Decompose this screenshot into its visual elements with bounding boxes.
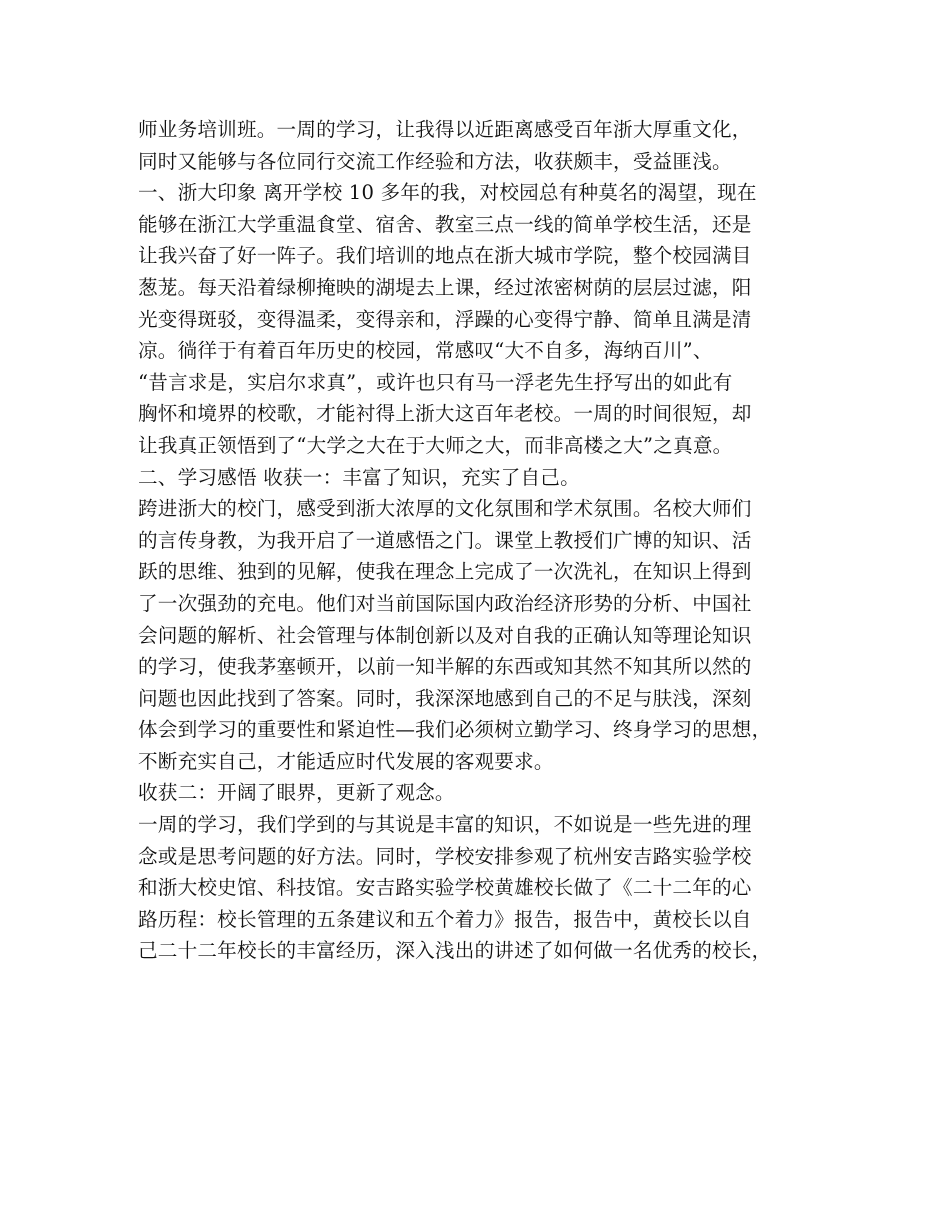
text-line: 了一次强劲的充电。他们对当前国际国内政治经济形势的分析、中国社 bbox=[138, 591, 752, 615]
text-line: 凉。徜徉于有着百年历史的校园，常感叹“大不自多，海纳百川”、 bbox=[138, 339, 713, 363]
text-line: 能够在浙江大学重温食堂、宿舍、教室三点一线的简单学校生活，还是 bbox=[138, 212, 752, 236]
text-line: 同时又能够与各位同行交流工作经验和方法，收获颇丰，受益匪浅。 bbox=[138, 149, 732, 173]
text-line: “昔言求是，实启尔求真”，或许也只有马一浮老先生抒写出的如此有 bbox=[138, 370, 733, 394]
section-heading-line: 一、浙大印象 离开学校 10 多年的我，对校园总有种莫名的渴望，现在 bbox=[138, 181, 757, 205]
document-body bbox=[138, 114, 838, 967]
text-line: 的言传身教，为我开启了一道感悟之门。课堂上教授们广博的知识、活 bbox=[138, 528, 752, 552]
text-line: 会问题的解析、社会管理与体制创新以及对自我的正确认知等理论知识 bbox=[138, 623, 752, 647]
text-line: 念或是思考问题的好方法。同时，学校安排参观了杭州安吉路实验学校 bbox=[138, 844, 752, 868]
text-line: 的学习，使我茅塞顿开，以前一知半解的东西或知其然不知其所以然的 bbox=[138, 655, 752, 679]
text-line: 光变得斑驳，变得温柔，变得亲和，浮躁的心变得宁静、简单且满是清 bbox=[138, 307, 752, 331]
text-line: 胸怀和境界的校歌，才能衬得上浙大这百年老校。一周的时间很短，却 bbox=[138, 402, 752, 426]
section-heading-line: 二、学习感悟 收获一：丰富了知识，充实了自己。 bbox=[138, 465, 580, 489]
text-line: 跨进浙大的校门，感受到浙大浓厚的文化氛围和学术氛围。名校大师们 bbox=[138, 497, 752, 521]
text-line: 葱茏。每天沿着绿柳掩映的湖堤去上课，经过浓密树荫的层层过滤，阳 bbox=[138, 275, 752, 299]
text-line: 己二十二年校长的丰富经历，深入浅出的讲述了如何做一名优秀的校长， bbox=[138, 939, 772, 963]
text-line: 让我兴奋了好一阵子。我们培训的地点在浙大城市学院，整个校园满目 bbox=[138, 244, 752, 268]
text-line: 体会到学习的重要性和紧迫性—我们必须树立勤学习、终身学习的思想， bbox=[138, 718, 772, 742]
text-line: 和浙大校史馆、科技馆。安吉路实验学校黄雄校长做了《二十二年的心 bbox=[138, 876, 752, 900]
text-line: 路历程：校长管理的五条建议和五个着力》报告，报告中，黄校长以自 bbox=[138, 907, 752, 931]
subheading-line: 收获二：开阔了眼界，更新了观念。 bbox=[138, 781, 455, 805]
text-line: 不断充实自己，才能适应时代发展的客观要求。 bbox=[138, 749, 554, 773]
text-line: 一周的学习，我们学到的与其说是丰富的知识，不如说是一些先进的理 bbox=[138, 813, 752, 837]
text-line: 师业务培训班。一周的学习，让我得以近距离感受百年浙大厚重文化， bbox=[138, 118, 752, 141]
text-line: 跃的思维、独到的见解，使我在理念上完成了一次洗礼，在知识上得到 bbox=[138, 560, 752, 584]
text-line: 让我真正领悟到了“大学之大在于大师之大，而非高楼之大”之真意。 bbox=[138, 433, 733, 457]
text-line: 问题也因此找到了答案。同时，我深深地感到自己的不足与肤浅，深刻 bbox=[138, 686, 752, 710]
